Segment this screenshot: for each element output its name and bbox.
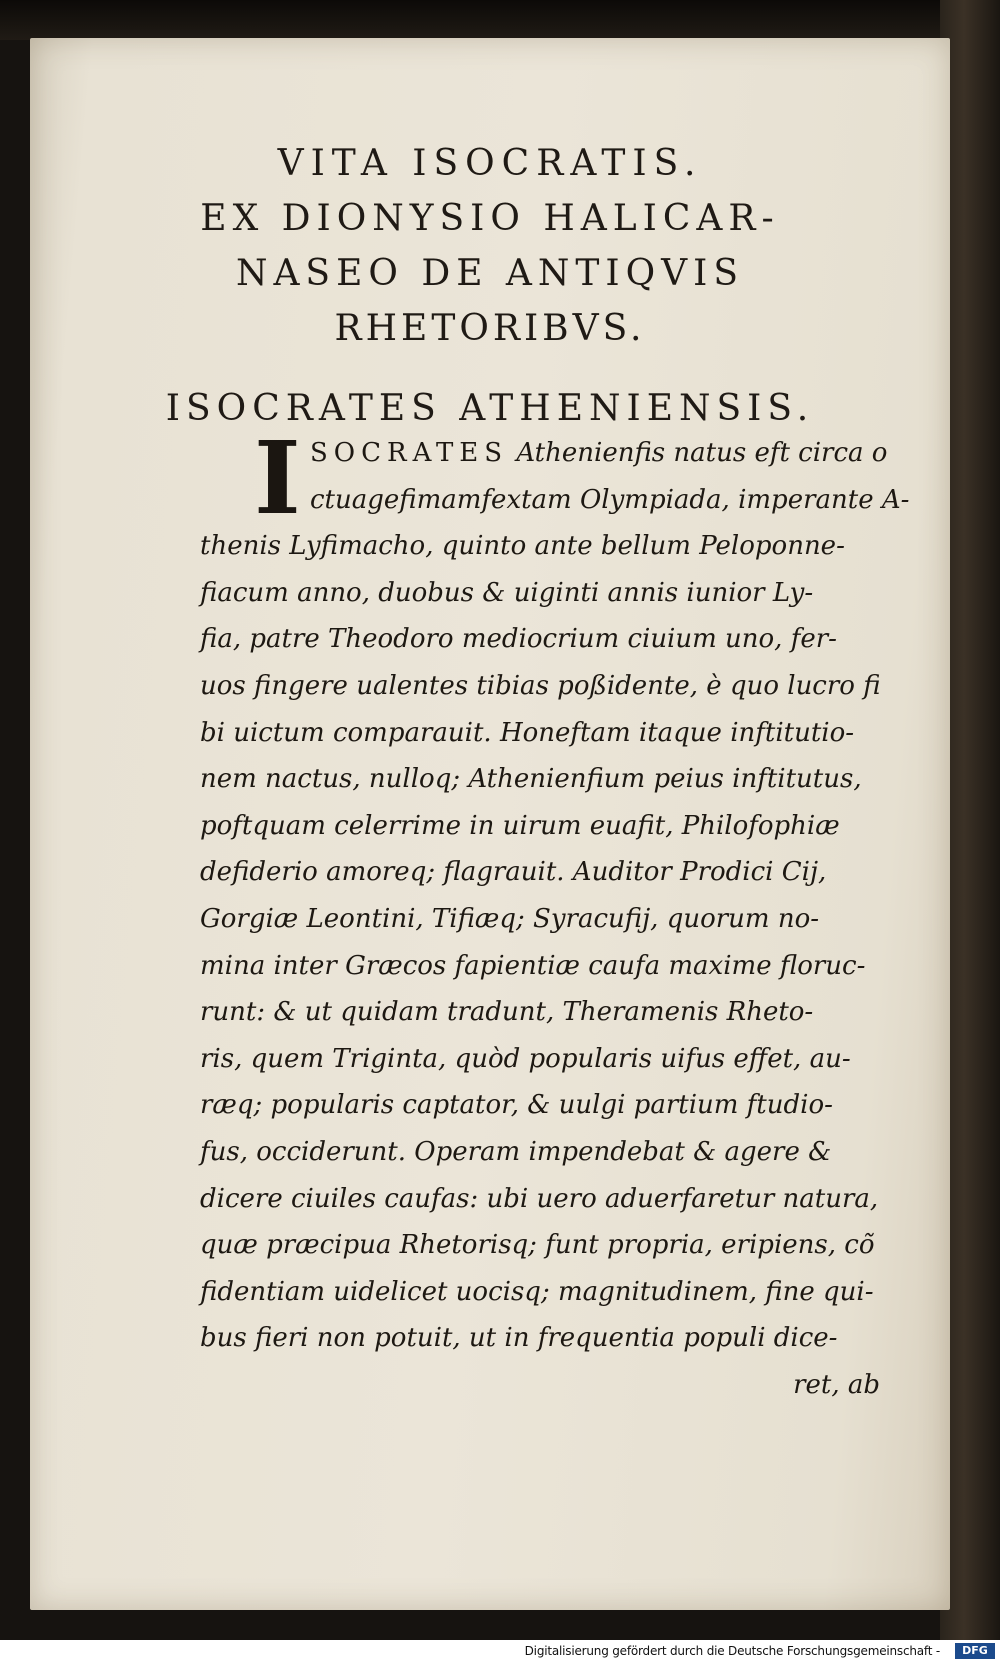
funding-credit: Digitalisierung gefördert durch die Deutsche Forschungsgemeinschaft -: [524, 1644, 940, 1658]
subtitle-line-2: NASEO DE ANTIQVIS: [235, 253, 745, 294]
catchword: ret, ab: [793, 1369, 880, 1400]
text-line: fus, occiderunt. Operam impendebat & agere &: [200, 1136, 832, 1167]
text-line: nem nactus, nulloq; Athenienfium peius inftitutus,: [200, 764, 862, 795]
text-line: bus fieri non potuit, ut in frequentia populi dice-: [200, 1323, 838, 1354]
text-line: thenis Lyfimacho, quinto ante bellum Peloponne-: [200, 531, 845, 562]
text-line: mina inter Græcos fapientiæ caufa maxime floruc-: [200, 950, 866, 981]
text-line: poftquam celerrime in uirum euafit, Philofophiæ: [200, 810, 840, 841]
text-line: ctuagefimamfextam Olympiada, imperante A-: [310, 484, 910, 515]
text-line: fidentiam uidelicet uocisq; magnitudinem, fine qui-: [200, 1276, 874, 1307]
drop-capital: I: [254, 419, 301, 537]
page-title: VITA ISOCRATIS.: [277, 143, 703, 184]
dfg-logo: DFG: [955, 1643, 995, 1659]
first-word: SOCRATES: [310, 438, 509, 468]
text-line: SOCRATES Athenienfis natus eft circa o: [310, 438, 888, 468]
text-line: quæ præcipua Rhetorisq; funt propria, eripiens, cõ: [200, 1230, 875, 1261]
text-line: ris, quem Triginta, quòd popularis uifus effet, au-: [200, 1043, 851, 1074]
text-line: fia, patre Theodoro mediocrium ciuium uno, fer-: [200, 624, 837, 655]
text-line: Gorgiæ Leontini, Tifiæq; Syracufij, quorum no-: [200, 903, 820, 934]
text-line: ræq; popularis captator, & uulgi partium ftudio-: [200, 1090, 833, 1121]
section-heading: ISOCRATES ATHENIENSIS.: [165, 388, 815, 429]
scan-top-edge: [0, 0, 1000, 40]
text-line: dicere ciuiles caufas: ubi uero aduerfaretur natura,: [200, 1183, 879, 1214]
text-line: fiacum anno, duobus & uiginti annis iunior Ly-: [200, 577, 814, 608]
text-line: bi uictum comparauit. Honeftam itaque inftitutio-: [200, 717, 855, 748]
text-line: runt: & ut quidam tradunt, Theramenis Rheto-: [200, 997, 814, 1028]
subtitle-line-3: RHETORIBVS.: [334, 308, 646, 349]
subtitle-line-1: EX DIONYSIO HALICAR-: [200, 198, 780, 239]
text-line: defiderio amoreq; flagrauit. Auditor Prodici Cij,: [200, 857, 827, 888]
text-line: uos fingere ualentes tibias poßidente, è quo lucro fi: [200, 670, 881, 701]
body-text: [200, 419, 920, 1408]
